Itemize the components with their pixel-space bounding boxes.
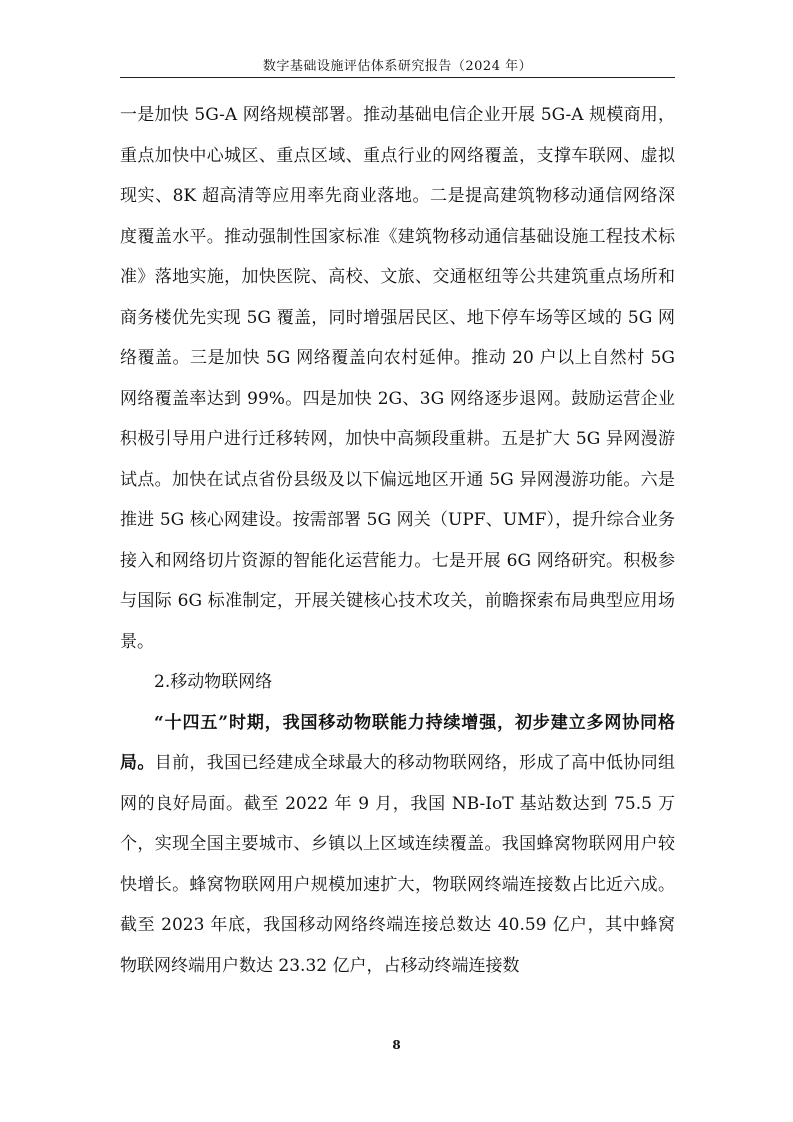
paragraph-mobile-iot bbox=[120, 703, 675, 987]
paragraph-lead-sentence: “十四五”时期，我国移动物联能力持续增强，初步建立多网协同格局。 bbox=[120, 712, 675, 773]
paragraph-body-text: 目前，我国已经建成全球最大的移动物联网络，形成了高中低协同组网的良好局面。截至 2022 年 9 月，我国 NB-IoT 基站数达到 75.5 万个，实现全国主要城市、乡镇以上区域连续覆盖。我国蜂窝物联网用户较快增长。蜂窝物联网用户规模加速扩大，物联网终端连接数占比近六成。截至 2023 年底，我国移动网络终端连接总数达 40.59 亿户，其中蜂窝物联网终端用户数达 23.32 亿户，占移动终端连接数 bbox=[120, 753, 676, 976]
section-heading: 2.移动物联网络 bbox=[154, 672, 273, 692]
page-header: 数字基础设施评估体系研究报告（2024 年） bbox=[262, 59, 533, 74]
document-body bbox=[120, 95, 675, 986]
paragraph-5g-deployment: 一是加快 5G-A 网络规模部署。推动基础电信企业开展 5G-A 规模商用，重点加快中心城区、重点区域、重点行业的网络覆盖，支撑车联网、虚拟现实、8K 超高清等应用率先商业落地。二是提高建筑物移动通信网络深度覆盖水平。推动强制性国家标准《建筑物移动通信基础设施工程技术标准》落地实施，加快医院、高校、文旅、交通枢纽等公共建筑重点场所和商务楼优先实现 5G 覆盖，同时增强居民区、地下停车场等区域的 5G 网络覆盖。三是加快 5G 网络覆盖向农村延伸。推动 20 户以上自然村 5G 网络覆盖率达到 99%。四是加快 2G、3G 网络逐步退网。鼓励运营企业积极引导用户进行迁移转网，加快中高频段重耕。五是扩大 5G 异网漫游试点。加快在试点省份县级及以下偏远地区开通 5G 异网漫游功能。六是推进 5G 核心网建设。按需部署 5G 网关（UPF、UMF），提升综合业务接入和网络切片资源的智能化运营能力。七是开展 6G 网络研究。积极参与国际 6G 标准制定，开展关键核心技术攻关，前瞻探索布局典型应用场景。 bbox=[120, 105, 675, 652]
header-divider bbox=[120, 77, 675, 78]
page-number: 8 bbox=[392, 1038, 401, 1052]
